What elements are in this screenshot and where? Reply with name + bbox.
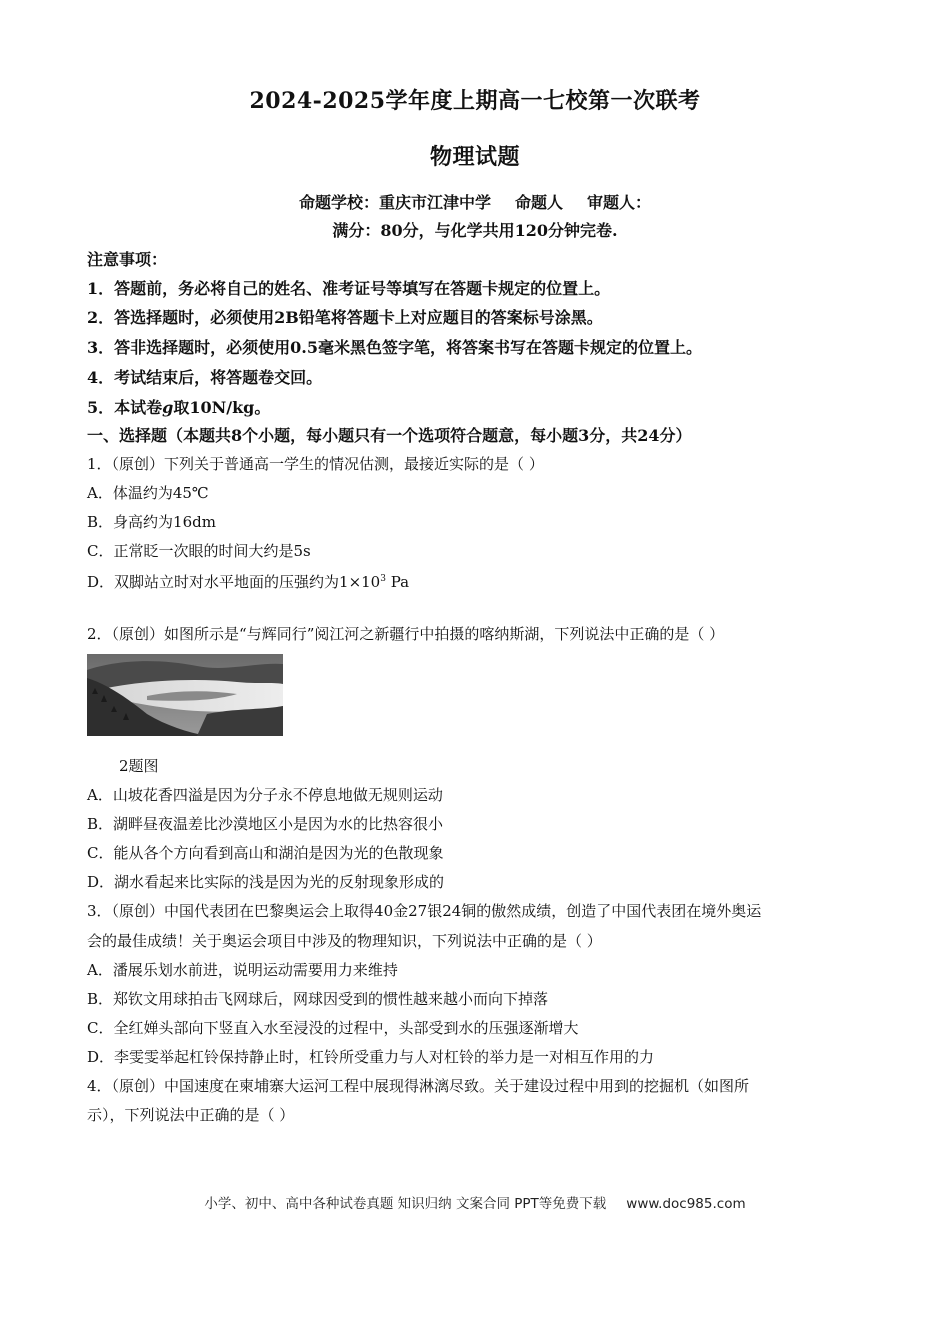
- pressure-formula: $1\times 10^3$ Pa: [339, 573, 410, 591]
- q1-stem: 1．（原创）下列关于普通高一学生的情况估测，最接近实际的是（ ）: [87, 455, 544, 473]
- q2-option-b: B．湖畔昼夜温差比沙漠地区小是因为水的比热容很小: [87, 815, 444, 833]
- q1-option-a: A．体温约为45℃: [87, 484, 209, 502]
- q1-option-c: C．正常眨一次眼的时间大约是5s: [87, 542, 311, 560]
- notice-item-4: 4．考试结束后，将答题卷交回。: [87, 368, 323, 387]
- q2-option-c: C．能从各个方向看到高山和湖泊是因为光的色散现象: [87, 844, 444, 862]
- q3-option-c: C．全红婵头部向下竖直入水至浸没的过程中，头部受到水的压强逐渐增大: [87, 1019, 579, 1037]
- reviewer-label: 审题人：: [587, 193, 652, 212]
- author-line: [0, 190, 950, 213]
- author-label: 命题人: [514, 193, 563, 212]
- notice-heading: 注意事项：: [87, 250, 168, 269]
- q3-option-d: D．李雯雯举起杠铃保持静止时，杠铃所受重力与人对杠铃的举力是一对相互作用的力: [87, 1048, 655, 1066]
- exam-subtitle: 物理试题: [429, 144, 520, 170]
- q3-stem-line-2: 会的最佳成绩！关于奥运会项目中涉及的物理知识，下列说法中正确的是（ ）: [87, 932, 602, 950]
- footer-url[interactable]: www.doc985.com: [626, 1196, 746, 1212]
- lake-photo: [87, 654, 283, 736]
- q2-option-a: A．山坡花香四溢是因为分子永不停息地做无规则运动: [87, 786, 443, 804]
- footer-text: 小学、初中、高中各种试卷真题 知识归纳 文案合同 PPT等免费下载: [204, 1196, 607, 1212]
- q4-stem-line-2: 示），下列说法中正确的是（ ）: [87, 1106, 295, 1124]
- score-line: 满分：80分，与化学共用120分钟完卷.: [332, 221, 618, 240]
- notice-item-5-suffix: 取10N/kg。: [173, 398, 271, 417]
- gravity-symbol: g: [162, 398, 174, 417]
- school-label: 命题学校：重庆市江津中学: [298, 193, 491, 212]
- q4-stem-line-1: 4．（原创）中国速度在柬埔寨大运河工程中展现得淋漓尽致。关于建设过程中用到的挖掘机（如图所: [87, 1077, 750, 1095]
- notice-item-1: 1．答题前，务必将自己的姓名、准考证号等填写在答题卡规定的位置上。: [87, 279, 611, 298]
- exam-title: 2024-2025学年度上期高一七校第一次联考: [249, 88, 701, 114]
- notice-item-5: [87, 395, 270, 418]
- page-footer: [0, 1192, 950, 1212]
- q2-stem: 2．（原创）如图所示是“与辉同行”阅江河之新疆行中拍摄的喀纳斯湖，下列说法中正确的是（ ）: [87, 625, 725, 643]
- notice-item-2: 2．答选择题时，必须使用2B铅笔将答题卡上对应题目的答案标号涂黑。: [87, 308, 603, 327]
- notice-item-3: 3．答非选择题时，必须使用0.5毫米黑色签字笔，将答案书写在答题卡规定的位置上。: [87, 338, 702, 357]
- q1-option-b: B．身高约为16dm: [87, 513, 216, 531]
- q3-stem-line-1: 3．（原创）中国代表团在巴黎奥运会上取得40金27银24铜的傲然成绩，创造了中国代表团在境外奥运: [87, 902, 762, 920]
- section-heading: 一、选择题（本题共8个小题，每小题只有一个选项符合题意，每小题3分，共24分）: [87, 426, 692, 445]
- q2-figure-caption: 2题图: [119, 757, 159, 775]
- q3-option-a: A．潘展乐划水前进，说明运动需要用力来维持: [87, 961, 398, 979]
- q1-option-d: [87, 571, 409, 592]
- q3-option-b: B．郑钦文用球拍击飞网球后，网球因受到的惯性越来越小而向下掉落: [87, 990, 549, 1008]
- notice-item-5-prefix: 5．本试卷: [87, 398, 163, 417]
- q2-option-d: D．湖水看起来比实际的浅是因为光的反射现象形成的: [87, 873, 445, 891]
- q1-option-d-text: D．双脚站立时对水平地面的压强约为: [87, 573, 340, 591]
